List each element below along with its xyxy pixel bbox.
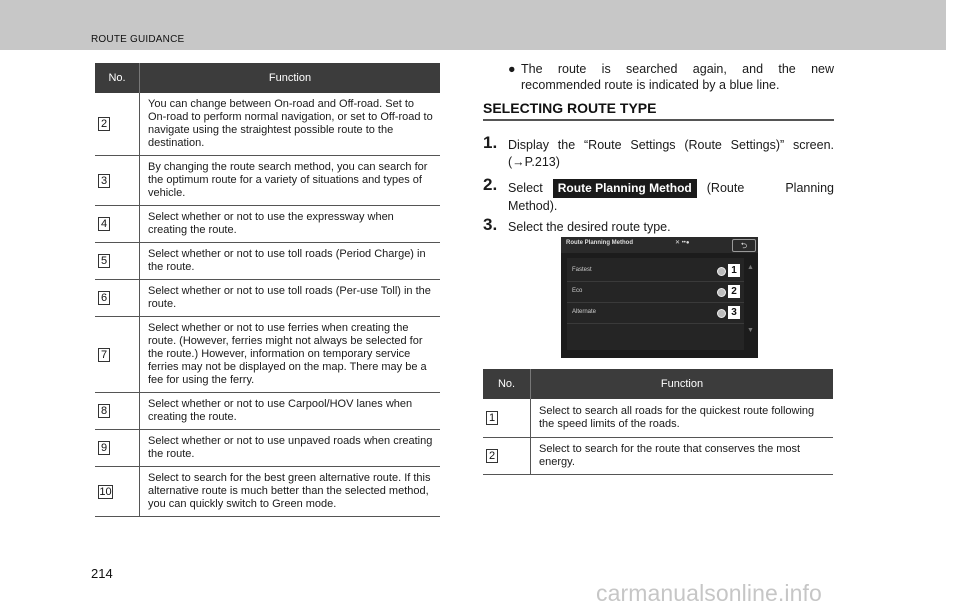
bullet-text: The route is searched again, and the new recommended route is indicated by a blue line. [521, 62, 834, 92]
route-option-fastest[interactable] [567, 261, 744, 282]
function-table-right [483, 369, 833, 475]
item-number: 2 [486, 449, 498, 463]
section-heading: SELECTING ROUTE TYPE [483, 100, 834, 121]
column-header-function: Function [140, 63, 441, 93]
page-margin [946, 0, 960, 611]
step-2 [483, 175, 834, 215]
function-description: Select whether or not to use unpaved roads when creating the route. [140, 430, 441, 467]
item-number: 8 [98, 404, 110, 418]
item-number: 1 [486, 411, 498, 425]
option-label: Fastest [572, 267, 592, 273]
callout-number: 3 [728, 306, 740, 319]
item-number: 3 [98, 174, 110, 188]
callout-number: 1 [728, 264, 740, 277]
callout-number: 2 [728, 285, 740, 298]
function-description: Select to search for the route that conserves the most energy. [531, 437, 834, 474]
step-number: 2. [483, 175, 498, 194]
function-description: Select whether or not to use Carpool/HOV lanes when creating the route. [140, 393, 441, 430]
empty-row [567, 324, 744, 344]
bullet-note [508, 61, 834, 93]
scroll-down-icon[interactable]: ▼ [747, 327, 754, 334]
table-row [95, 430, 440, 467]
step-text-container [483, 179, 834, 215]
column-header-no: No. [95, 63, 140, 93]
step-1 [483, 133, 834, 171]
route-planning-screen [561, 237, 758, 358]
status-icon: ✕ ••● [675, 240, 690, 246]
step-number: 1. [483, 133, 498, 152]
function-description: Select whether or not to use ferries when creating the route. (However, ferries might not always be selected for the route.) However, information on temporary service ferries may not be displayed on the map. There may be a fee for using the ferry. [140, 317, 441, 393]
column-header-function: Function [531, 369, 834, 399]
function-description: By changing the route search method, you can search for the optimum route for a variety of situations and types of vehicle. [140, 156, 441, 206]
step-number: 3. [483, 215, 498, 234]
item-number: 10 [99, 485, 112, 498]
route-type-list [567, 258, 744, 350]
scroll-up-icon[interactable]: ▲ [747, 264, 754, 271]
table-row [95, 93, 440, 156]
option-label: Eco [572, 288, 583, 294]
function-description: Select to search all roads for the quickest route following the speed limits of the roads. [531, 399, 834, 437]
item-number: 6 [98, 291, 110, 305]
screen-title: Route Planning Method [566, 240, 633, 246]
step-text: Display the “Route Settings (Route Settings)” screen. (→P.213) [508, 138, 834, 169]
item-number: 9 [98, 441, 110, 455]
option-label: Alternate [572, 309, 597, 315]
function-description: Select whether or not to use toll roads (Per-use Toll) in the route. [140, 280, 441, 317]
watermark: carmanualsonline.info [596, 580, 822, 606]
function-description: You can change between On-road and Off-road. Set to On-road to perform normal navigation, or set to Off-road to navigate using the straightest possible route to the destination. [140, 93, 441, 156]
table-row [95, 317, 440, 393]
table-row [95, 393, 440, 430]
route-option-alternate[interactable] [567, 303, 744, 324]
step-text: Select the desired route type. [508, 220, 671, 234]
table-row [483, 399, 833, 437]
back-button[interactable] [732, 239, 756, 252]
section-title: ROUTE GUIDANCE [91, 34, 185, 45]
table-row [95, 280, 440, 317]
route-planning-method-button-label: Route Planning Method [553, 179, 697, 198]
column-header-no: No. [483, 369, 531, 399]
step-text-post: (Route Planning Method). [508, 181, 834, 213]
radio-icon[interactable] [717, 288, 726, 297]
table-row [95, 467, 440, 517]
table-row [95, 156, 440, 206]
item-number: 4 [98, 217, 110, 231]
function-table-left [95, 63, 440, 517]
table-row [483, 437, 833, 474]
item-number: 7 [98, 348, 110, 362]
item-number: 5 [98, 254, 110, 268]
radio-icon[interactable] [717, 267, 726, 276]
table-row [95, 243, 440, 280]
route-option-eco[interactable] [567, 282, 744, 303]
function-description: Select whether or not to use toll roads (Period Charge) in the route. [140, 243, 441, 280]
table-row [95, 206, 440, 243]
item-number: 2 [98, 117, 110, 131]
back-icon: ⮌ [740, 241, 748, 250]
function-description: Select whether or not to use the expressway when creating the route. [140, 206, 441, 243]
step-text-pre: Select [508, 181, 543, 195]
radio-icon[interactable] [717, 309, 726, 318]
bullet-icon: ● [508, 62, 516, 76]
function-description: Select to search for the best green alternative route. If this alternative route is much better than the selected method, you can quickly switch to Green mode. [140, 467, 441, 517]
page-number: 214 [91, 566, 113, 581]
step-3 [483, 215, 834, 236]
